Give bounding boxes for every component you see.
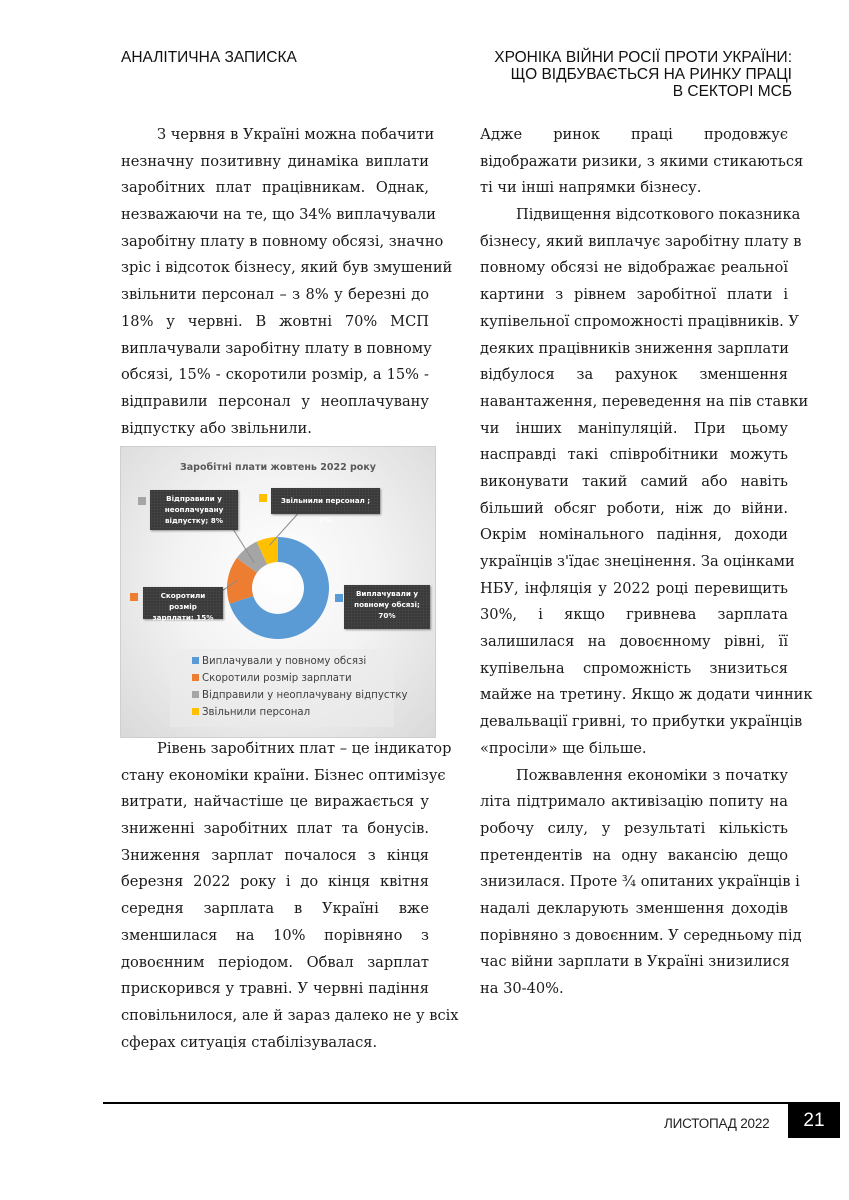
right-paragraph-1 xyxy=(480,122,804,202)
text-line: незважаючи на те, що 34% виплачували xyxy=(121,206,436,224)
donut-chart xyxy=(121,447,435,737)
legend-swatch-gray xyxy=(192,691,199,698)
right-paragraph-3 xyxy=(480,763,802,1003)
text-line: картини з рівнем заробітної плати і xyxy=(480,286,788,304)
text-line: деяких працівників зниження зарплати xyxy=(480,339,789,357)
text-line: зріс і відсоток бізнесу, який був змушений xyxy=(121,259,453,277)
header-right-title xyxy=(432,49,792,100)
text-line: зменшилася на 10% порівняно з xyxy=(121,926,429,944)
text-line: Рівень заробітних плат – це індикатор xyxy=(157,740,452,757)
legend-marker-yellow xyxy=(259,494,267,502)
text-line: українців з'їдає знецінення. За оцінками xyxy=(480,553,795,570)
text-line: березня 2022 року і до кінця квітня xyxy=(121,873,429,891)
footer-date: ЛИСТОПАД 2022 xyxy=(664,1116,770,1131)
legend-item: Звільнили персонал xyxy=(192,706,310,719)
text-line: надалі декларують зменшення доходів xyxy=(480,899,788,917)
text-line: виконувати такий самий або навіть xyxy=(480,472,788,490)
right-column xyxy=(480,122,813,1003)
legend-item: Скоротили розмір зарплати xyxy=(192,672,352,685)
data-label-full-pay: Виплачували у повному обсязі; 70% xyxy=(344,585,430,629)
text-line: середня зарплата в Україні вже xyxy=(121,900,429,918)
legend-marker-gray xyxy=(138,497,146,505)
text-line: обсязі, 15% - скоротили розмір, а 15% - xyxy=(121,366,429,384)
text-line: відбулося за рахунок зменшення xyxy=(480,366,788,384)
text-line: витрати, найчастіше це виражається у xyxy=(121,793,429,811)
text-line: Підвищення відсоткового показника xyxy=(516,206,801,224)
text-line: стану економіки країни. Бізнес оптимізує xyxy=(121,766,446,784)
text-line: навантаження, переведення на пів ставки xyxy=(480,392,809,410)
text-line: звільнити персонал – з 8% у березні до xyxy=(121,286,429,304)
text-line: купівельна спроможність знизиться xyxy=(480,659,788,677)
data-label-fired: Звільнили персонал ; 7% xyxy=(271,488,380,514)
data-label-cut-pay: Скоротили розмір зарплати; 15% xyxy=(143,587,223,619)
donut-graphic xyxy=(226,536,330,640)
text-line: повному обсязі не відображає реальної xyxy=(480,259,788,277)
text-line: Пожвавлення економіки з початку xyxy=(516,766,788,784)
legend-marker-orange xyxy=(130,593,138,601)
footer-divider xyxy=(103,1102,789,1104)
text-line: сферах ситуація стабілізувалася. xyxy=(121,1033,378,1051)
text-line: купівельної спроможності працівників. У xyxy=(480,312,799,330)
text-line: на 30-40%. xyxy=(480,980,564,997)
legend-item: Виплачували у повному обсязі xyxy=(192,655,366,668)
text-line: зниженні заробітних плат та бонусів. xyxy=(121,820,429,838)
text-line: відправили персонал у неоплачувану xyxy=(121,392,429,410)
data-label-unpaid-leave: Відправили у неоплачувану відпустку; 8% xyxy=(150,490,238,530)
text-line: робочу силу, у результаті кількість xyxy=(480,819,788,837)
right-paragraph-2 xyxy=(480,202,813,762)
legend-item: Відправили у неоплачувану відпустку xyxy=(192,689,408,702)
text-line: виплачували заробітну плату в повному xyxy=(121,339,432,357)
text-line: незначну позитивну динаміка виплати xyxy=(121,152,429,170)
text-line: заробітних плат працівникам. Однак, xyxy=(121,179,429,197)
text-line: довоєнним періодом. Обвал зарплат xyxy=(121,953,429,971)
legend-marker-blue xyxy=(335,594,343,602)
text-line: «просіли» ще більше. xyxy=(480,739,647,757)
text-line: майже на третину. Якщо ж додати чинник xyxy=(480,686,813,704)
header-right-line: В СЕКТОРІ МСБ xyxy=(672,83,792,100)
text-line: літа підтримало активізацію попиту на xyxy=(480,793,788,811)
text-line: прискорився у травні. У червні падіння xyxy=(121,980,429,998)
text-line: девальвації гривні, то прибутки українців xyxy=(480,713,803,731)
left-column-paragraph-1 xyxy=(121,122,453,442)
header-right-line: ЩО ВІДБУВАЄТЬСЯ НА РИНКУ ПРАЦІ xyxy=(510,66,792,83)
text-line: знизилася. Проте ¾ опитаних українців і xyxy=(480,873,800,891)
header-right-line: ХРОНІКА ВІЙНИ РОСІЇ ПРОТИ УКРАЇНИ: xyxy=(494,49,792,66)
text-line: заробітну плату в повному обсязі, значно xyxy=(121,232,444,250)
text-line: порівняно з довоєнним. У середньому під xyxy=(480,926,802,944)
header-left-title: АНАЛІТИЧНА ЗАПИСКА xyxy=(121,49,297,66)
left-column-paragraph-2 xyxy=(121,736,459,1056)
text-line: НБУ, інфляція у 2022 році перевищить xyxy=(480,579,788,597)
text-line: ті чи інші напрямки бізнесу. xyxy=(480,179,702,197)
text-line: претендентів на одну вакансію дещо xyxy=(480,846,788,864)
page-number: 21 xyxy=(788,1102,840,1138)
text-line: чи інших маніпуляцій. При цьому xyxy=(480,419,788,437)
text-line: Адже ринок праці продовжує xyxy=(480,126,788,143)
chart-title: Заробітні плати жовтень 2022 року xyxy=(180,462,376,473)
text-line: відображати ризики, з якими стикаються xyxy=(480,152,804,170)
legend-swatch-yellow xyxy=(192,708,199,715)
text-line: відпустку або звільнили. xyxy=(121,419,312,437)
legend-swatch-orange xyxy=(192,674,199,681)
text-line: Зниження зарплат почалося з кінця xyxy=(121,846,429,864)
legend-swatch-blue xyxy=(192,657,199,664)
chart-legend xyxy=(170,649,408,727)
text-line: 18% у червні. В жовтні 70% МСП xyxy=(121,312,429,330)
text-line: 30%, і якщо гривнева зарплата xyxy=(480,606,788,624)
text-line: час війни зарплати в Україні знизилися xyxy=(480,953,790,971)
text-line: Окрім номінального падіння, доходи xyxy=(480,526,788,544)
text-line: бізнесу, який виплачує заробітну плату в xyxy=(480,232,802,250)
text-line: сповільнилося, але й зараз далеко не у всіх xyxy=(121,1006,459,1024)
text-line: З червня в Україні можна побачити xyxy=(157,126,435,143)
text-line: насправді такі співробітники можуть xyxy=(480,446,788,464)
text-line: більший обсяг роботи, ніж до війни. xyxy=(480,499,788,517)
text-line: залишилася на довоєнному рівні, її xyxy=(480,633,788,651)
